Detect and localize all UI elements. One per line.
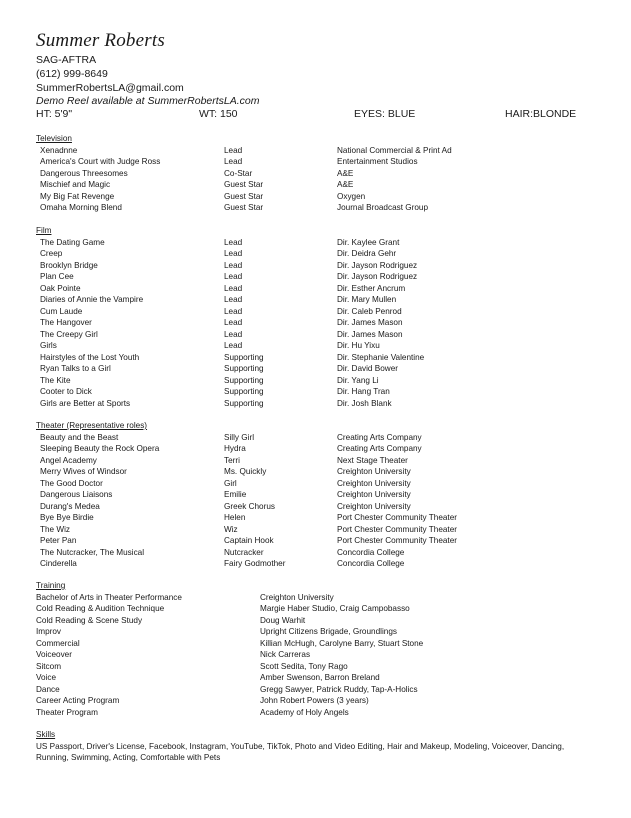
hair-stat: HAIR:BLONDE [505,108,577,120]
role-type: Lead [224,260,243,270]
role-type: Guest Star [224,191,264,201]
film-credit-row [36,271,418,283]
training-row [36,672,380,684]
play-title: Cinderella [40,559,77,568]
production-company: National Commercial & Print Ad [337,145,452,155]
training-row [36,661,348,673]
play-title: Peter Pan [40,536,77,545]
director: Dir. James Mason [337,318,403,327]
theater-credit-row [36,455,408,467]
show-title: America's Court with Judge Ross [40,157,161,166]
director: Dir. Jayson Rodriguez [337,260,418,270]
television-section [36,133,452,214]
production-company: Journal Broadcast Group [337,203,429,212]
training-row [36,615,306,627]
weight-stat: WT: 150 [199,108,238,120]
film-credit-row [36,260,418,272]
theater-company: Creighton University [337,501,411,511]
film-credit-row [36,352,425,364]
film-credit-row [36,398,392,410]
role-type: Lead [224,306,243,316]
training-list [36,592,424,719]
character-name: Emilie [224,490,247,499]
role-type: Co-Star [224,168,253,178]
film-title: The Kite [40,375,71,385]
training-row [36,707,349,719]
skills-text: US Passport, Driver's License, Facebook, Instagram, YouTube, TikTok, Photo and Video Editing, Hair and Makeup, Modeling, Voiceover, Dancing, Running, Swimming, Acting, Comfortable with Pets [36,741,565,762]
theater-credit-row [36,547,405,559]
play-title: The Nutcracker, The Musical [40,547,145,557]
theater-credit-row [36,489,411,501]
training-instructor: Upright Citizens Brigade, Groundlings [260,627,397,636]
training-instructor: Creighton University [260,592,334,602]
theater-credit-row [36,512,457,524]
film-title: Ryan Talks to a Girl [40,364,111,373]
training-course: Bachelor of Arts in Theater Performance [36,592,182,602]
director: Dir. Stephanie Valentine [337,352,425,362]
character-name: Hydra [224,444,246,453]
training-instructor: Doug Warhit [260,615,306,625]
role-type: Lead [224,318,243,327]
film-credit-row [36,248,397,260]
physical-stats [36,108,596,122]
play-title: Sleeping Beauty the Rock Opera [40,444,160,453]
character-name: Terri [224,455,240,465]
theater-credit-row [36,478,411,490]
training-course: Cold Reading & Scene Study [36,615,143,625]
television-list [36,145,452,214]
training-heading: Training [36,581,66,590]
training-instructor: Nick Carreras [260,650,311,659]
film-credit-row [36,237,400,249]
television-credit-row [36,156,418,168]
film-title: Plan Cee [40,272,74,281]
film-credit-row [36,283,406,295]
director: Dir. Kaylee Grant [337,237,400,247]
training-instructor: Amber Swenson, Barron Breland [260,673,380,682]
character-name: Captain Hook [224,536,274,545]
film-title: Cum Laude [40,306,83,316]
training-row [36,684,418,696]
training-course: Sitcom [36,661,62,671]
role-type: Lead [224,283,243,293]
television-credit-row [36,202,429,214]
director: Dir. Jayson Rodriguez [337,272,418,281]
play-title: Beauty and the Beast [40,432,119,442]
show-title: My Big Fat Revenge [40,191,115,201]
training-course: Voice [36,673,57,682]
director: Dir. Caleb Penrod [337,306,402,316]
film-credit-row [36,306,402,318]
theater-company: Port Chester Community Theater [337,536,457,545]
training-instructor: John Robert Powers (3 years) [260,696,369,705]
theater-company: Port Chester Community Theater [337,524,457,534]
character-name: Fairy Godmother [224,559,286,568]
skills-section [36,729,596,764]
theater-heading: Theater (Representative roles) [36,421,148,430]
film-title: Diaries of Annie the Vampire [40,295,144,304]
role-type: Lead [224,145,243,155]
film-section [36,225,425,409]
director: Dir. Esther Ancrum [337,283,406,293]
training-instructor: Academy of Holy Angels [260,707,349,717]
character-name: Wiz [224,524,238,534]
training-row [36,695,369,707]
theater-company: Next Stage Theater [337,455,408,465]
play-title: Bye Bye Birdie [40,513,94,522]
role-type: Guest Star [224,203,264,212]
play-title: Merry Wives of Windsor [40,467,127,476]
role-type: Supporting [224,352,264,362]
play-title: The Wiz [40,524,71,534]
character-name: Silly Girl [224,432,255,442]
theater-list [36,432,457,570]
production-company: Entertainment Studios [337,157,418,166]
film-credit-row [36,340,380,352]
film-credit-row [36,294,397,306]
theater-company: Creighton University [337,478,411,488]
television-credit-row [36,145,452,157]
theater-company: Creating Arts Company [337,432,422,442]
theater-credit-row [36,432,422,444]
training-instructor: Killian McHugh, Carolyne Barry, Stuart Stone [260,638,424,648]
character-name: Nutcracker [224,547,264,557]
director: Dir. Hu Yixu [337,341,380,350]
training-instructor: Gregg Sawyer, Patrick Ruddy, Tap-A-Holics [260,684,418,694]
training-row [36,638,424,650]
training-course: Career Acting Program [36,696,120,705]
training-course: Dance [36,684,60,694]
theater-company: Port Chester Community Theater [337,513,457,522]
role-type: Lead [224,237,243,247]
film-title: Creep [40,249,63,258]
film-title: The Hangover [40,318,92,327]
training-course: Commercial [36,638,80,648]
training-course: Improv [36,627,62,636]
director: Dir. Josh Blank [337,398,392,408]
theater-credit-row [36,466,411,478]
role-type: Supporting [224,364,264,373]
role-type: Lead [224,295,243,304]
production-company: A&E [337,168,354,178]
role-type: Lead [224,272,243,281]
character-name: Girl [224,478,237,488]
phone-number: (612) 999-8649 [36,68,108,80]
film-title: Girls [40,341,57,350]
training-course: Voiceover [36,650,72,659]
film-list [36,237,425,410]
show-title: Omaha Morning Blend [40,203,122,212]
training-instructor: Margie Haber Studio, Craig Campobasso [260,604,410,613]
director: Dir. Deidra Gehr [337,249,397,258]
theater-credit-row [36,535,457,547]
director: Dir. James Mason [337,329,403,339]
theater-credit-row [36,524,457,536]
television-heading: Television [36,134,72,143]
training-course: Theater Program [36,707,98,717]
production-company: A&E [337,180,354,189]
training-course: Cold Reading & Audition Technique [36,604,165,613]
television-credit-row [36,168,354,180]
role-type: Supporting [224,375,264,385]
training-row [36,603,410,615]
play-title: Durang's Medea [40,501,100,511]
film-credit-row [36,386,390,398]
play-title: Dangerous Liaisons [40,490,113,499]
film-credit-row [36,317,403,329]
show-title: Dangerous Threesomes [40,168,128,178]
theater-company: Concordia College [337,559,405,568]
film-heading: Film [36,226,52,235]
theater-credit-row [36,558,405,570]
film-credit-row [36,363,398,375]
training-instructor: Scott Sedita, Tony Rago [260,661,348,671]
film-title: Hairstyles of the Lost Youth [40,352,140,362]
film-credit-row [36,375,379,387]
theater-credit-row [36,443,422,455]
eyes-stat: EYES: BLUE [354,108,416,120]
show-title: Mischief and Magic [40,180,111,189]
role-type: Lead [224,329,243,339]
show-title: Xenadnne [40,145,78,155]
film-title: Brooklyn Bridge [40,260,98,270]
film-title: Oak Pointe [40,283,81,293]
film-credit-row [36,329,403,341]
actor-name: Summer Roberts [36,30,165,51]
television-credit-row [36,179,354,191]
film-title: The Dating Game [40,237,105,247]
email-address: SummerRobertsLA@gmail.com [36,82,184,94]
theater-section [36,420,457,570]
play-title: The Good Doctor [40,478,103,488]
film-title: Cooter to Dick [40,387,92,396]
skills-heading: Skills [36,730,56,739]
director: Dir. Yang Li [337,375,379,385]
role-type: Supporting [224,398,264,408]
role-type: Guest Star [224,180,264,189]
theater-company: Creating Arts Company [337,444,422,453]
theater-company: Creighton University [337,490,411,499]
training-section [36,580,424,718]
theater-credit-row [36,501,411,513]
director: Dir. David Bower [337,364,398,373]
role-type: Supporting [224,387,264,396]
role-type: Lead [224,157,243,166]
theater-company: Creighton University [337,467,411,476]
director: Dir. Mary Mullen [337,295,397,304]
training-row [36,592,334,604]
film-title: Girls are Better at Sports [40,398,131,408]
training-row [36,649,311,661]
role-type: Lead [224,249,243,258]
television-credit-row [36,191,366,203]
character-name: Helen [224,513,246,522]
character-name: Greek Chorus [224,501,275,511]
training-row [36,626,397,638]
director: Dir. Hang Tran [337,387,390,396]
height-stat: HT: 5'9" [36,108,73,120]
production-company: Oxygen [337,191,366,201]
character-name: Ms. Quickly [224,467,267,476]
film-title: The Creepy Girl [40,329,98,339]
union-affiliation: SAG-AFTRA [36,54,97,66]
theater-company: Concordia College [337,547,405,557]
play-title: Angel Academy [40,455,97,465]
role-type: Lead [224,341,243,350]
demo-reel-note: Demo Reel available at SummerRobertsLA.com [36,95,260,107]
